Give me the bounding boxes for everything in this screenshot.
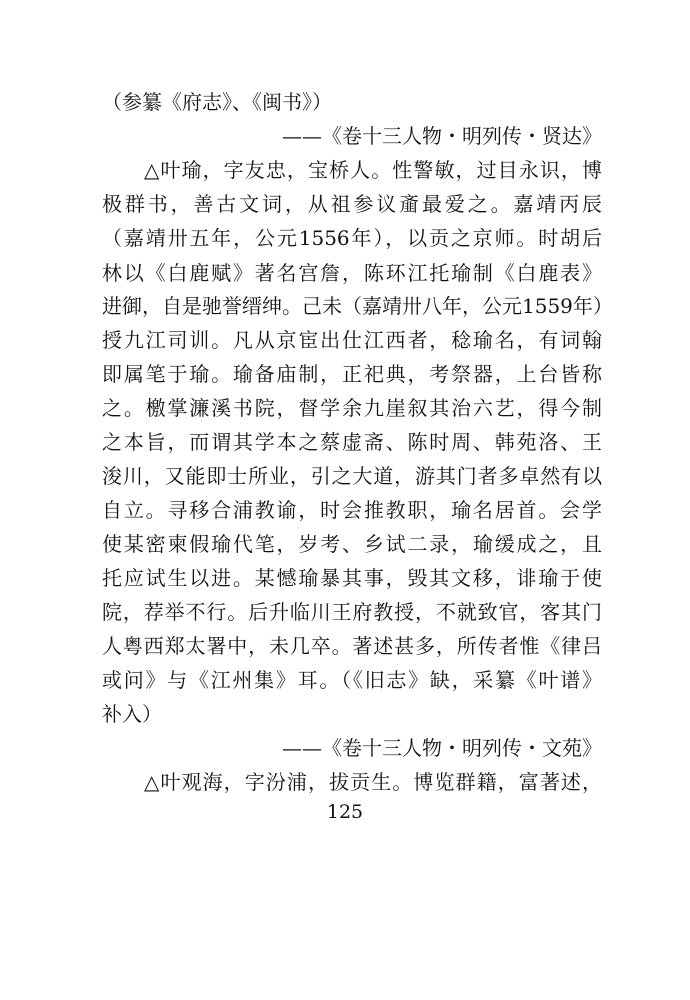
text-line: 极群书，善古文词，从祖参议齑最爱之。嘉靖丙辰	[102, 192, 602, 216]
text-line-citation-xianda: ——《卷十三人物・明列传・贤达》	[282, 124, 602, 148]
text-line: 人粤西郑太署中，未几卒。著述甚多，所传者惟《律吕	[102, 634, 602, 658]
text-line: （嘉靖卅五年，公元1556年），以贡之京师。时胡后	[102, 226, 602, 250]
text-line-entry-ye-guanhai-start: △叶观海，字汾浦，拔贡生。博览群籍，富著述，	[144, 770, 602, 794]
text-line-entry-ye-yu-start: △叶瑜，字友忠，宝桥人。性警敏，过目永识，博	[144, 158, 602, 182]
text-line: 之。檄掌濂溪书院，督学余九崖叙其治六艺，得今制	[102, 396, 602, 420]
text-line: 即属笔于瑜。瑜备庙制，正祀典，考祭器，上台皆称	[102, 362, 602, 386]
text-line: 之本旨，而谓其学本之蔡虚斋、陈时周、韩苑洛、王	[102, 430, 602, 454]
text-line: 进御，自是驰誉缙绅。己未（嘉靖卅八年，公元1559年）	[102, 294, 613, 318]
text-line: 院，荐举不行。后升临川王府教授，不就致官，客其门	[102, 600, 602, 624]
text-line: 林以《白鹿赋》著名宫詹，陈环江托瑜制《白鹿表》	[102, 261, 602, 285]
text-line-citation-wenyuan: ——《卷十三人物・明列传・文苑》	[282, 736, 602, 760]
text-line: 自立。寻移合浦教谕，时会推教职，瑜名居首。会学	[102, 498, 602, 522]
text-line: 补入）	[102, 702, 162, 726]
text-line: 托应试生以进。某憾瑜暴其事，毁其文移，诽瑜于使	[102, 566, 602, 590]
text-line: 授九江司训。凡从京宦出仕江西者，稔瑜名，有词翰	[102, 328, 602, 352]
text-line: 使某密柬假瑜代笔，岁考、乡试二录，瑜缓成之，且	[102, 532, 602, 556]
text-line: 浚川，又能即士所业，引之大道，游其门者多卓然有以	[102, 464, 602, 488]
text-line-source-note: （参纂《府志》、《闽书》）	[102, 90, 332, 114]
text-line: 或问》与《江州集》耳。（《旧志》缺，采纂《叶谱》	[102, 668, 602, 692]
page-number: 125	[326, 801, 364, 823]
